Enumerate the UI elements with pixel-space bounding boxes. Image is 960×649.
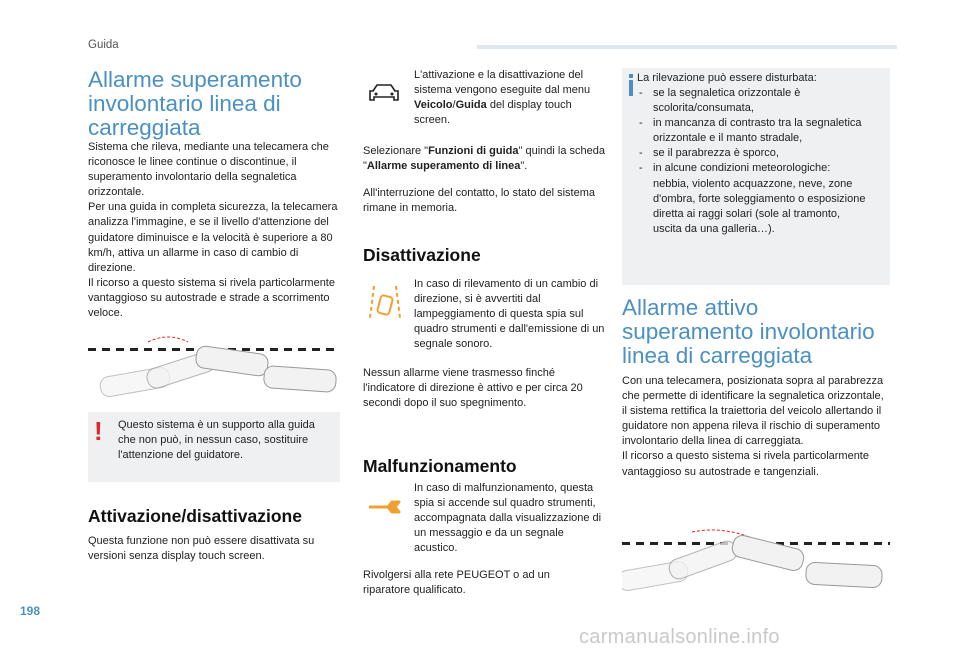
car-text-part: L'attivazione e la disattivazione del sistema vengono eseguite dal menu [414, 69, 591, 97]
list-item: - in alcune condizioni meteorologiche: nebbia, violento acquazzone, neve, zone d'ombra, forte soleggiamento o esposizione diretta ai raggi solari (sole al tramonto, uscita da una galleria…). [637, 161, 867, 236]
select-funzioni: Funzioni di guida [428, 145, 519, 157]
car-drift-drawing [88, 330, 340, 400]
wrench-icon [366, 498, 402, 518]
warning-note-text: Questo sistema è un supporto alla guida che non può, in nessun caso, sostituire l'attenzione del guidatore. [118, 419, 315, 462]
warning-note [88, 412, 340, 482]
activation-heading: Attivazione/disattivazione [88, 506, 302, 526]
exclamation-icon: ! [94, 416, 103, 446]
info-icon [629, 74, 633, 96]
car-correction-drawing [622, 528, 890, 598]
dealer-text: Rivolgersi alla rete PEUGEOT o ad un riparatore qualificato. [363, 569, 550, 597]
lane-departure-icon [368, 282, 402, 322]
lane-drift-illustration [88, 330, 340, 400]
deactivation-heading: Disattivazione [363, 245, 481, 265]
car-menu-text [414, 68, 604, 128]
car-text-end: del display touch screen. [414, 99, 572, 127]
watermark: carmanualsonline.info [579, 626, 780, 648]
malfunction-text: In caso di malfunzionamento, questa spia si accende sul quadro strumenti, accompagnata dalla visualizzazione di un messaggio e da un segnale acustico. [414, 482, 602, 555]
list-item: - se la segnaletica orizzontale è scolorita/consumata, [637, 86, 867, 116]
select-part1: Selezionare " [363, 145, 429, 157]
header-rule [477, 45, 897, 49]
no-alarm-text: Nessun allarme viene trasmesso finché l'indicatore di direzione è attivo e per circa 20 secondi dopo il suo spegnimento. [363, 367, 583, 410]
info-intro: La rilevazione può essere disturbata: [637, 72, 817, 84]
info-note [622, 68, 890, 285]
intro-paragraph: Sistema che rileva, mediante una telecamera che riconosce le linee continue o discontinue, il superamento involontario della segnaletica orizzontale. Per una guida in completa sicurezza, la telecamera analizza l'immagine, e se il livello d'attenzione del guidatore diminuisce e la velocità è superiore a 80 km/h, attiva un allarme in caso di cambio di direzione. Il ricorso a questo sistema si rivela particolarmente vantaggioso su autostrade e strade a scorrimento veloce. [88, 141, 338, 320]
page-title: Allarme superamento involontario linea di carreggiata [88, 67, 302, 140]
deactivation-text: In caso di rilevamento di un cambio di direzione, si è avvertiti dal lampeggiamento di questa spia sul quadro strumenti e dall'emissione di un segnale sonoro. [414, 278, 605, 351]
car-text-sep: / [452, 99, 456, 112]
select-part2: " quindi la scheda " [363, 145, 605, 173]
section-title-active: Allarme attivo superamento involontario linea di carreggiata [622, 295, 875, 368]
car-front-icon [367, 82, 401, 104]
section-label: Guida [88, 39, 119, 51]
menu-guida: Guida [455, 99, 487, 112]
list-item: - in mancanza di contrasto tra la segnaletica orizzontale e il manto stradale, [637, 116, 867, 146]
malfunction-heading: Malfunzionamento [363, 456, 517, 476]
menu-veicolo: Veicolo [414, 99, 453, 112]
active-text: Con una telecamera, posizionata sopra al parabrezza che permette di identificare la segnaletica orizzontale, il sistema rettifica la traiettoria del veicolo allertando il guidatore non appena rileva il rischio di superamento involontario della linea di carreggiata. Il ricorso a questo sistema si rivela particolarmente vantaggioso su autostrade e tangenziali. [622, 375, 884, 478]
memory-text: All'interruzione del contatto, lo stato del sistema rimane in memoria. [363, 187, 595, 215]
page-number: 198 [20, 604, 41, 618]
select-part3: ". [520, 160, 528, 173]
select-tab: Allarme superamento di linea [366, 160, 521, 173]
info-list [637, 86, 867, 237]
list-item: - se il parabrezza è sporco, [637, 146, 867, 161]
activation-text: Questa funzione non può essere disattivata su versioni senza display touch screen. [88, 535, 315, 563]
select-instruction [363, 144, 609, 174]
lane-correction-illustration [622, 528, 890, 598]
